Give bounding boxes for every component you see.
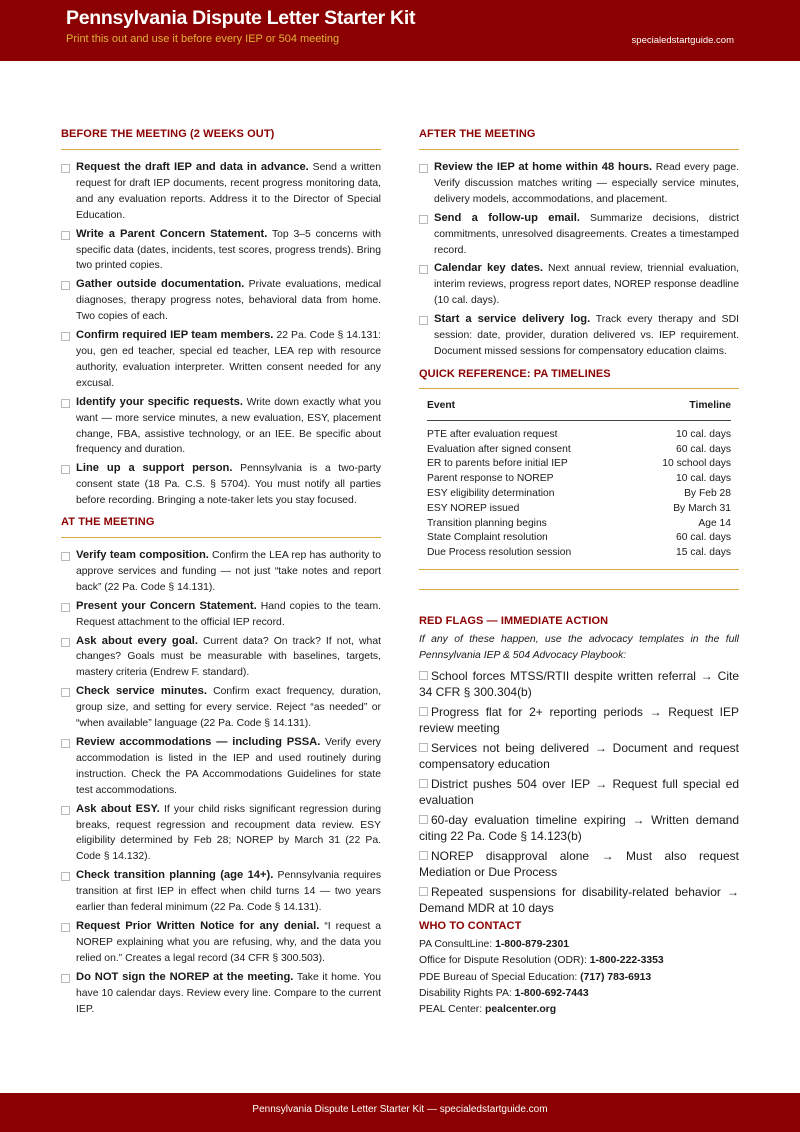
checklist-item-text: Next annual review, triennial evaluation, interim reviews, progress report dates, NOREP response deadline (10 cal. days). [434,263,739,307]
checklist-item [61,160,381,224]
table-cell-event: ESY eligibility determination [427,488,555,500]
checkbox-icon[interactable] [61,465,70,474]
table-row [427,443,731,458]
checklist-item [419,312,739,360]
checkbox-icon[interactable] [61,552,70,561]
checklist-item [61,919,381,967]
checkbox-icon[interactable] [419,887,428,896]
table-cell-timeline: By Feb 28 [684,488,731,500]
table-cell-event: State Complaint resolution [427,532,548,544]
table-cell-event: Transition planning begins [427,517,547,529]
checkbox-icon[interactable] [419,215,428,224]
checkbox-icon[interactable] [61,603,70,612]
contact-value: pealcenter.org [485,1004,557,1016]
table-header-event: Event [427,399,456,411]
contact-value: 1-800-222-3353 [589,955,664,967]
checklist-item [61,277,381,325]
checkbox-icon[interactable] [61,872,70,881]
checklist-item [61,599,381,631]
checkbox-icon[interactable] [61,164,70,173]
table-row [427,531,731,546]
table-cell-timeline: By March 31 [673,502,731,514]
red-flags-list [419,668,739,916]
after-meeting-list [419,160,739,360]
red-flag-text: 60-day evaluation timeline expiring → Written demand citing 22 Pa. Code § 14.123(b) [419,813,739,844]
checklist-item [61,461,381,509]
checklist-item-title: Review accommodations — including PSSA. [76,736,321,748]
checklist-item-title: Check service minutes. [76,685,207,698]
checklist-item-text: Private evaluations, medical diagnoses, therapy progress notes, behavioral data from home. Two copies of each. [76,279,381,323]
checklist-item [61,735,381,799]
red-flag-item [419,668,739,700]
checklist-item-text: Current data? On track? If not, what changes? Goals must be measurable with baselines, targets, mastery criteria (Endrew F. standard). [76,635,381,679]
checklist-item [61,634,381,682]
checklist-item [419,160,739,208]
checkbox-icon[interactable] [419,851,428,860]
checklist-item-title: Calendar key dates. [434,262,544,275]
checklist-item-title: Review the IEP at home within 48 hours. [434,161,653,173]
checklist-item-text: Confirm the LEA rep has authority to approve services and funding — not just “take notes and report back” (22 Pa. Code § 14.131). [76,550,381,593]
page-title: Pennsylvania Dispute Letter Starter Kit [66,7,416,29]
checkbox-icon[interactable] [61,399,70,408]
checkbox-icon[interactable] [61,332,70,341]
table-cell-timeline: 15 cal. days [676,547,731,559]
contact-item [419,1002,739,1018]
timelines-table [419,388,739,570]
checklist-item-title: Write a Parent Concern Statement. [76,227,268,240]
contact-label: PDE Bureau of Special Education: [419,971,581,983]
contact-item [419,986,739,1002]
table-header-timeline: Timeline [689,399,731,411]
table-cell-timeline: 10 school days [662,458,731,470]
checklist-item-title: Line up a support person. [76,462,233,475]
contact-label: Disability Rights PA: [419,987,515,999]
contact-value: (717) 783-6913 [580,971,652,983]
checklist-item [419,211,739,259]
table-header-row [427,389,731,421]
checkbox-icon[interactable] [419,707,428,716]
checkbox-icon[interactable] [61,281,70,290]
checkbox-icon[interactable] [61,974,70,983]
page-footer [0,1093,800,1132]
before-meeting-heading: BEFORE THE MEETING (2 WEEKS OUT) [61,128,381,150]
checklist-item [419,261,739,309]
checklist-item-text: Hand copies to the team. Request attachment to the official IEP record. [76,600,381,628]
timelines-heading: QUICK REFERENCE: PA TIMELINES [419,367,611,380]
table-row [427,517,731,532]
checklist-item-title: Request the draft IEP and data in advance. [76,161,309,173]
red-flag-item [419,884,739,916]
table-cell-event: ESY NOREP issued [427,502,520,514]
checklist-item-title: Gather outside documentation. [76,278,245,291]
checkbox-icon[interactable] [419,779,428,788]
checklist-item [61,328,381,392]
checkbox-icon[interactable] [419,743,428,752]
checklist-item-title: Check transition planning (age 14+). [76,869,274,882]
checkbox-icon[interactable] [419,815,428,824]
table-cell-timeline: 10 cal. days [676,428,731,440]
contacts-heading: WHO TO CONTACT [419,920,522,933]
checklist-item-title: Confirm required IEP team members. [76,329,274,342]
page-header [0,0,800,61]
checklist-item-text: Read every page. Verify discussion matches writing — especially service minutes, delivery models, accommodations, and placement. [434,162,739,205]
red-flag-item [419,812,739,844]
table-row [427,502,731,517]
checklist-item-title: Ask about ESY. [76,802,160,815]
contact-item [419,953,739,969]
checklist-item-text: Summarize decisions, district commitments, unresolved disagreements. Creates a timestamped record. [434,212,739,256]
table-cell-event: Evaluation after signed consent [427,443,571,455]
header-url: specialedstartguide.com [631,35,734,46]
checklist-item-title: Present your Concern Statement. [76,599,257,612]
checklist-item-title: Request Prior Written Notice for any denial. [76,919,320,932]
checklist-item-title: Ask about every goal. [76,634,199,647]
table-cell-timeline: 10 cal. days [676,473,731,485]
checklist-item-title: Verify team composition. [76,549,209,562]
checklist-item-title: Identify your specific requests. [76,395,243,408]
checkbox-icon[interactable] [61,688,70,697]
red-flags-intro: If any of these happen, use the advocacy templates in the full Pennsylvania IEP & 504 Advocacy Playbook: [419,634,739,662]
at-meeting-heading: AT THE MEETING [61,516,381,538]
contact-item [419,970,739,986]
contact-item [419,937,739,953]
checklist-item-text: Confirm exact frequency, duration, group size, and setting for every service. Reject “as needed” or “when available” language (22 Pa. Code § 14.131). [76,686,381,730]
red-flag-text: NOREP disapproval alone → Must also request Mediation or Due Process [419,849,739,880]
after-meeting-heading: AFTER THE MEETING [419,128,739,150]
checkbox-icon[interactable] [61,231,70,240]
checklist-item-text: Pennsylvania is a two-party consent state (18 Pa. C.S. § 5704). You must notify all parties before recording. Bringing a note-taker lets you stay focused. [76,463,381,507]
checklist-item-text: Pennsylvania requires transition at first IEP in effect when child turns 14 — two years earlier than federal minimum (22 Pa. Code § 14.131). [76,870,382,914]
table-cell-event: Parent response to NOREP [427,473,554,485]
checkbox-icon[interactable] [419,164,428,173]
contact-label: PEAL Center: [419,1004,486,1016]
checklist-item [61,868,381,916]
section-divider [419,589,739,590]
checklist-item-text: Verify every accommodation is listed in the IEP and used routinely during instruction. Check the PA Accommodations Guidelines for state test accommodations. [76,737,381,796]
checklist-item-text: Take it home. You have 10 calendar days. Review every line. Compare to the current IEP. [76,971,381,1015]
table-cell-timeline: 60 cal. days [676,443,731,455]
checkbox-icon[interactable] [61,739,70,748]
right-column [419,128,739,1019]
checklist-item-text: 22 Pa. Code § 14.131: you, gen ed teacher, special ed teacher, LEA rep with resource authority, evaluation interpreter. Written consent needed for any excusal. [76,330,381,389]
checklist-item-text: Track every therapy and SDI session: date, provider, duration delivered vs. IEP requirement. Document missed sessions for compensatory education claims. [434,314,739,357]
contact-label: Office for Dispute Resolution (ODR): [419,955,590,967]
checklist-item-text: If your child risks significant regression during breaks, request regression and recoupment data review. ESY eligibility determined by Feb 28; NOREP by March 31 (22 Pa. Code § 14.132). [76,803,381,863]
red-flag-item [419,740,739,772]
red-flag-text: School forces MTSS/RTII despite written referral → Cite 34 CFR § 300.304(b) [419,669,739,700]
table-body [427,428,731,561]
checklist-item-text: “I request a NOREP explaining what you are refusing, why, and the data you relied on.” Creates a legal record (34 CFR § 300.503). [76,920,382,964]
table-row [427,472,731,487]
table-row [427,487,731,502]
table-cell-event: PTE after evaluation request [427,428,558,440]
red-flag-text: District pushes 504 over IEP → Request full special ed evaluation [419,777,739,808]
red-flag-text: Progress flat for 2+ reporting periods → Request IEP review meeting [419,705,739,736]
at-meeting-list [61,548,381,1017]
checkbox-icon[interactable] [419,671,428,680]
checkbox-icon[interactable] [61,923,70,932]
contact-value: 1-800-879-2301 [495,939,570,951]
checkbox-icon[interactable] [61,806,70,815]
checklist-item [61,684,381,732]
left-column [61,128,381,1020]
red-flag-item [419,776,739,808]
checklist-item-text: Top 3–5 concerns with specific data (dates, incidents, test scores, progress trends). Bring two printed copies. [76,228,382,272]
table-row [427,428,731,443]
checklist-item-text: Send a written request for draft IEP documents, recent progress monitoring data, and any evaluation reports. Address it to the Director of Special Education. [76,162,381,221]
red-flag-item [419,848,739,880]
red-flags-heading: RED FLAGS — IMMEDIATE ACTION [419,615,609,628]
checklist-item [61,970,381,1018]
table-cell-timeline: Age 14 [698,517,731,529]
checkbox-icon[interactable] [419,316,428,325]
table-row [427,546,731,561]
red-flag-text: Services not being delivered → Document and request compensatory education [419,741,739,772]
checklist-item-title: Start a service delivery log. [434,313,591,326]
checklist-item [61,227,381,275]
table-row [427,457,731,472]
checklist-item [61,395,381,459]
checkbox-icon[interactable] [419,265,428,274]
checklist-item [61,802,381,866]
table-cell-event: ER to parents before initial IEP [427,458,568,470]
checklist-item-text: Write down exactly what you want — more service minutes, a new evaluation, ESY, placement change, FBA, assistive technology, or an IEE. Be specific about frequency and duration. [76,396,381,456]
footer-text: Pennsylvania Dispute Letter Starter Kit — specialedstartguide.com [252,1104,548,1115]
red-flag-text: Repeated suspensions for disability-related behavior → Demand MDR at 10 days [419,885,739,916]
table-cell-event: Due Process resolution session [427,547,572,559]
page-subtitle: Print this out and use it before every IEP or 504 meeting [66,33,340,45]
before-meeting-list [61,160,381,509]
red-flag-item [419,704,739,736]
contact-value: 1-800-692-7443 [514,987,589,999]
contact-label: PA ConsultLine: [419,939,496,951]
checklist-item [61,548,381,596]
table-cell-timeline: 60 cal. days [676,532,731,544]
checkbox-icon[interactable] [61,638,70,647]
checklist-item-title: Do NOT sign the NOREP at the meeting. [76,970,294,983]
contacts-list [419,937,739,1018]
checklist-item-title: Send a follow-up email. [434,211,580,224]
